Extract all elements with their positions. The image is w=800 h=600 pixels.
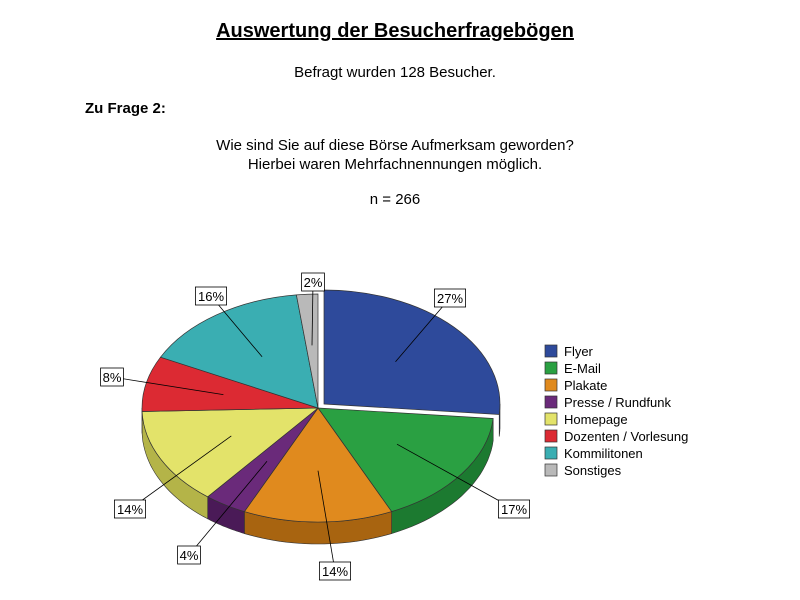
legend-swatch — [545, 345, 557, 357]
respondents-info: Befragt wurden 128 Besucher. — [294, 64, 496, 81]
data-label: 4% — [179, 548, 199, 563]
legend — [545, 344, 688, 478]
legend-swatch — [545, 396, 557, 408]
data-label: 14% — [116, 502, 144, 517]
data-label: 2% — [303, 275, 323, 290]
legend-swatch — [545, 379, 557, 391]
legend-label: Homepage — [564, 412, 628, 427]
pie-slice-flyer — [324, 290, 500, 415]
legend-label: Dozenten / Vorlesung — [564, 429, 689, 444]
question-label: Zu Frage 2: — [85, 100, 166, 117]
sample-size: n = 266 — [369, 191, 421, 208]
data-label: 17% — [500, 502, 528, 517]
legend-swatch — [545, 362, 557, 374]
legend-label: Plakate — [564, 378, 608, 393]
data-label: 8% — [102, 370, 122, 385]
question-line-2: Hierbei waren Mehrfachnennungen möglich. — [247, 156, 543, 173]
legend-label: Sonstiges — [564, 463, 622, 478]
legend-label: E-Mail — [564, 361, 601, 376]
legend-label: Kommilitonen — [564, 446, 643, 461]
data-label: 27% — [436, 291, 464, 306]
legend-label: Flyer — [564, 344, 593, 359]
page-title: Auswertung der Besucherfragebögen — [216, 20, 574, 42]
legend-swatch — [545, 447, 557, 459]
legend-swatch — [545, 413, 557, 425]
data-label: 14% — [321, 564, 349, 579]
legend-swatch — [545, 430, 557, 442]
question-line-1: Wie sind Sie auf diese Börse Aufmerksam geworden? — [216, 137, 574, 154]
legend-label: Presse / Rundfunk — [564, 395, 671, 410]
data-label: 16% — [197, 289, 225, 304]
legend-swatch — [545, 464, 557, 476]
